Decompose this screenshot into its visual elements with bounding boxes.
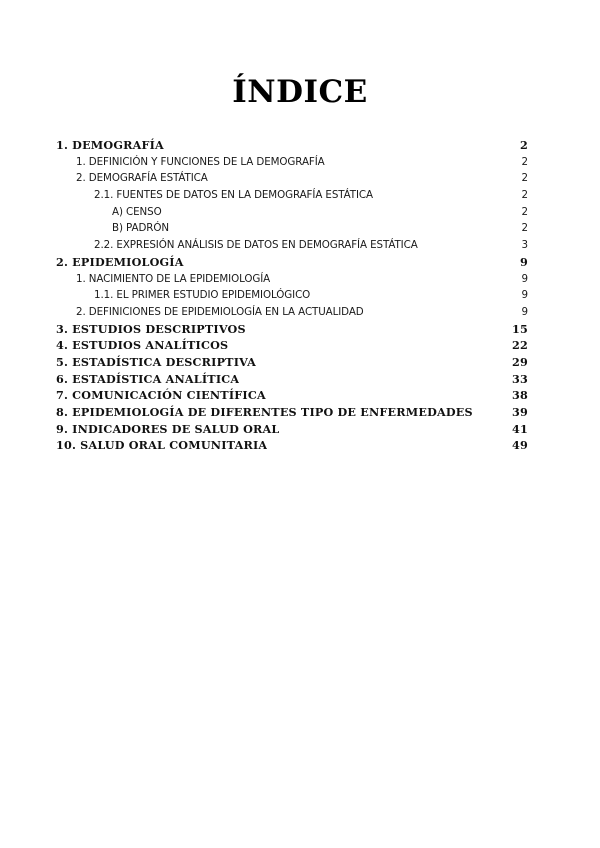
toc-entry-page-number: 2: [520, 138, 528, 152]
toc-entry-page-number: 9: [521, 289, 528, 302]
toc-entry[interactable]: [56, 254, 528, 271]
toc-entry-page-number: 2: [521, 189, 528, 202]
toc-entry[interactable]: [56, 287, 528, 304]
toc-entry-label: 1. NACIMIENTO DE LA EPIDEMIOLOGÍA: [76, 272, 271, 285]
toc-entry[interactable]: [56, 404, 528, 421]
toc-entry-label: 7. COMUNICACIÓN CIENTÍFICA: [56, 388, 266, 403]
toc-entry-label: 8. EPIDEMIOLOGÍA DE DIFERENTES TIPO DE ENFERMEDADES: [56, 405, 473, 419]
toc-entry-page-number: 49: [512, 438, 528, 453]
table-of-contents: [56, 137, 528, 454]
toc-entry[interactable]: [56, 337, 528, 354]
toc-entry-page-number: 9: [521, 272, 528, 285]
toc-entry-label: 2.2. EXPRESIÓN ANÁLISIS DE DATOS EN DEMOGRAFÍA ESTÁTICA: [94, 239, 418, 252]
toc-entry[interactable]: [56, 354, 528, 371]
toc-entry[interactable]: [56, 237, 528, 254]
toc-entry-page-number: 22: [512, 338, 528, 353]
toc-entry[interactable]: [56, 220, 528, 237]
toc-entry-page-number: 2: [521, 172, 528, 185]
toc-entry[interactable]: [56, 321, 528, 338]
toc-entry-page-number: 9: [520, 254, 528, 269]
toc-entry-label: 2. DEFINICIONES DE EPIDEMIOLOGÍA EN LA ACTUALIDAD: [76, 305, 364, 318]
toc-entry-label: B) PADRÓN: [112, 222, 169, 235]
toc-entry-page-number: 2: [521, 222, 528, 235]
toc-entry-page-number: 9: [521, 305, 528, 318]
toc-entry[interactable]: [56, 387, 528, 404]
toc-entry-page-number: 2: [521, 155, 528, 168]
toc-entry[interactable]: [56, 154, 528, 171]
toc-entry-page-number: 3: [521, 239, 528, 252]
toc-entry-page-number: 38: [512, 388, 528, 403]
toc-entry[interactable]: [56, 304, 528, 321]
toc-entry-label: 6. ESTADÍSTICA ANALÍTICA: [56, 371, 240, 386]
toc-entry-label: 3. ESTUDIOS DESCRIPTIVOS: [56, 321, 246, 336]
page-title: ÍNDICE: [232, 74, 368, 110]
toc-entry-page-number: 33: [512, 371, 528, 386]
toc-entry[interactable]: [56, 204, 528, 221]
toc-entry[interactable]: [56, 187, 528, 204]
toc-entry-label: 4. ESTUDIOS ANALÍTICOS: [56, 338, 229, 353]
toc-entry-label: 9. INDICADORES DE SALUD ORAL: [56, 421, 280, 436]
toc-entry-label: 10. SALUD ORAL COMUNITARIA: [56, 438, 268, 453]
toc-entry[interactable]: [56, 437, 528, 454]
toc-entry-page-number: 39: [512, 405, 528, 419]
toc-entry[interactable]: [56, 137, 528, 154]
toc-entry-label: 2.1. FUENTES DE DATOS EN LA DEMOGRAFÍA ESTÁTICA: [94, 189, 373, 202]
toc-entry-label: 2. EPIDEMIOLOGÍA: [56, 254, 184, 269]
toc-entry-page-number: 15: [512, 321, 528, 336]
toc-entry-page-number: 29: [512, 354, 528, 369]
toc-entry-page-number: 2: [521, 205, 528, 218]
toc-entry-label: A) CENSO: [112, 205, 162, 218]
toc-entry[interactable]: [56, 421, 528, 438]
toc-entry[interactable]: [56, 371, 528, 388]
toc-entry[interactable]: [56, 271, 528, 288]
toc-entry-label: 1.1. EL PRIMER ESTUDIO EPIDEMIOLÓGICO: [94, 289, 311, 302]
toc-entry-label: 1. DEMOGRAFÍA: [56, 138, 164, 152]
toc-entry-label: 5. ESTADÍSTICA DESCRIPTIVA: [56, 354, 257, 369]
toc-entry-page-number: 41: [512, 421, 528, 436]
toc-entry-label: 2. DEMOGRAFÍA ESTÁTICA: [76, 172, 208, 185]
toc-entry-label: 1. DEFINICIÓN Y FUNCIONES DE LA DEMOGRAFÍA: [76, 155, 325, 168]
toc-entry[interactable]: [56, 170, 528, 187]
